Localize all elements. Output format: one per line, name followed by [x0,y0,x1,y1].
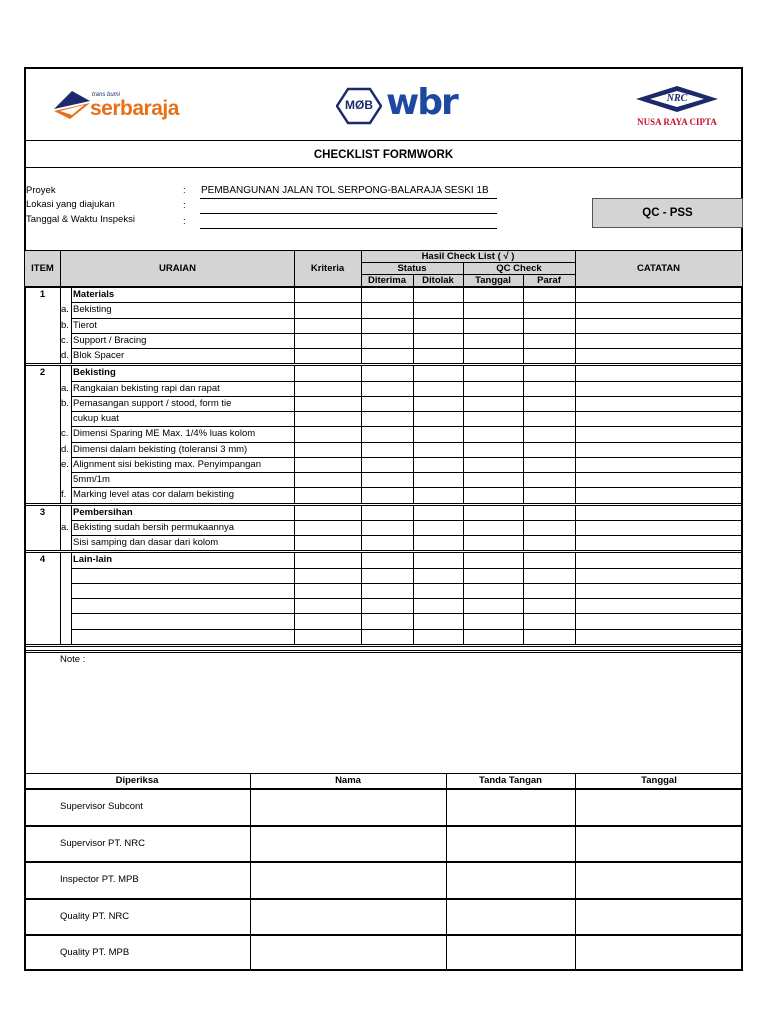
check-cell[interactable] [362,473,413,487]
check-cell[interactable] [414,458,463,472]
nrc-name: NUSA RAYA CIPTA [637,117,717,127]
check-cell[interactable] [295,630,361,644]
sign-role: Supervisor PT. NRC [60,837,145,849]
check-cell[interactable] [576,412,742,426]
lokasi-field[interactable] [200,213,497,214]
check-cell[interactable] [414,521,463,535]
sign-cell[interactable] [576,862,742,897]
sign-role: Supervisor Subcont [60,801,143,812]
check-cell[interactable] [464,366,523,380]
check-cell[interactable] [464,349,523,363]
check-cell[interactable] [576,288,742,302]
check-cell[interactable] [414,319,463,333]
check-cell[interactable] [362,443,413,457]
check-cell[interactable] [524,614,575,628]
qc-pss-label: QC - PSS [642,207,693,219]
check-cell[interactable] [414,553,463,567]
row-text: Dimensi Sparing ME Max. 1/4% luas kolom [73,428,256,440]
check-cell[interactable] [464,334,523,348]
check-cell[interactable] [362,319,413,333]
check-cell[interactable] [414,599,463,613]
row-text: Pemasangan support / stood, form tie [73,397,232,409]
check-cell[interactable] [362,412,413,426]
check-cell[interactable] [295,443,361,457]
check-cell[interactable] [295,334,361,348]
check-cell[interactable] [524,553,575,567]
mpb-logo [336,87,382,125]
check-cell[interactable] [524,569,575,583]
row-text: Rangkaian bekisting rapi dan rapat [73,382,220,394]
check-cell[interactable] [576,397,742,411]
check-cell[interactable] [524,349,575,363]
check-cell[interactable] [362,288,413,302]
check-cell[interactable] [362,488,413,502]
check-cell[interactable] [576,630,742,644]
check-cell[interactable] [362,630,413,644]
check-cell[interactable] [524,443,575,457]
check-cell[interactable] [362,569,413,583]
header-divider [24,140,743,141]
check-cell[interactable] [362,458,413,472]
sign-cell[interactable] [576,899,742,934]
section-number: 2 [39,367,46,379]
check-cell[interactable] [362,382,413,396]
lokasi-colon: : [183,200,186,211]
header-diterima: Diterima [367,275,406,286]
check-cell[interactable] [576,488,742,502]
section-number: 3 [39,506,46,518]
row-text: Bekisting sudah bersih permukaannya [73,521,235,533]
check-cell[interactable] [464,536,523,550]
check-cell[interactable] [464,458,523,472]
check-cell[interactable] [524,303,575,317]
row-text: Tierot [73,319,97,331]
check-cell[interactable] [524,521,575,535]
check-cell[interactable] [524,412,575,426]
header-catatan: CATATAN [636,263,681,274]
check-cell[interactable] [464,288,523,302]
check-cell[interactable] [414,506,463,520]
check-cell[interactable] [414,412,463,426]
row-text: Alignment sisi bekisting max. Penyimpangan [73,458,261,470]
nrc-logo [620,85,730,130]
check-cell[interactable] [464,488,523,502]
check-cell[interactable] [414,536,463,550]
check-cell[interactable] [295,553,361,567]
check-cell[interactable] [362,599,413,613]
check-cell[interactable] [295,382,361,396]
sign-cell[interactable] [447,862,574,897]
check-cell[interactable] [414,288,463,302]
header-kriteria: Kriteria [310,263,345,274]
note-label: Note : [60,654,86,665]
check-cell[interactable] [295,349,361,363]
check-cell[interactable] [524,473,575,487]
check-cell[interactable] [362,334,413,348]
row-text: Marking level atas cor dalam bekisting [73,489,235,501]
check-cell[interactable] [414,443,463,457]
check-cell[interactable] [295,584,361,598]
check-cell[interactable] [464,427,523,441]
check-cell[interactable] [524,630,575,644]
check-cell[interactable] [576,569,742,583]
check-cell[interactable] [362,427,413,441]
sign-header: Nama [335,775,361,786]
sign-cell[interactable] [447,789,574,824]
check-cell[interactable] [524,599,575,613]
check-cell[interactable] [576,319,742,333]
lokasi-label: Lokasi yang diajukan [26,199,115,210]
tanggal-colon: : [183,216,186,227]
check-cell[interactable] [414,488,463,502]
section-number: 4 [39,554,46,566]
title-divider [24,167,743,168]
row-letter: a. [61,304,69,316]
header-qc-check: QC Check [496,263,542,274]
check-cell[interactable] [295,397,361,411]
header-status: Status [397,263,427,274]
check-cell[interactable] [362,521,413,535]
check-cell[interactable] [295,458,361,472]
row-letter: d. [61,350,69,361]
check-cell[interactable] [414,382,463,396]
check-cell[interactable] [524,288,575,302]
check-cell[interactable] [576,614,742,628]
proyek-label: Proyek [26,185,56,196]
check-cell[interactable] [576,521,742,535]
sign-cell[interactable] [447,935,574,970]
row-text: Dimensi dalam bekisting (toleransi 3 mm) [73,443,248,455]
note-area[interactable] [26,666,741,771]
check-cell[interactable] [576,458,742,472]
sign-header: Diperiksa [115,775,159,786]
check-cell[interactable] [464,630,523,644]
check-cell[interactable] [362,584,413,598]
sign-cell[interactable] [447,899,574,934]
check-cell[interactable] [524,427,575,441]
check-cell[interactable] [295,614,361,628]
check-cell[interactable] [362,536,413,550]
row-text: Bekisting [73,304,112,316]
check-cell[interactable] [295,319,361,333]
check-cell[interactable] [524,366,575,380]
row-letter: f. [61,489,67,501]
check-cell[interactable] [295,412,361,426]
sign-role: Inspector PT. MPB [60,874,139,885]
check-cell[interactable] [295,488,361,502]
mpb-text: MØB [345,98,373,112]
check-cell[interactable] [414,303,463,317]
check-cell[interactable] [524,382,575,396]
check-cell[interactable] [414,427,463,441]
check-cell[interactable] [576,382,742,396]
proyek-value: PEMBANGUNAN JALAN TOL SERPONG-BALARAJA SESKI 1B [201,185,489,196]
header-tanggal: Tanggal [475,275,511,286]
check-cell[interactable] [295,599,361,613]
row-text: cukup kuat [73,413,119,424]
check-cell[interactable] [524,536,575,550]
sign-role: Quality PT. MPB [60,947,130,958]
header-uraian: URAIAN [159,263,196,274]
check-cell[interactable] [464,506,523,520]
section-title: Pembersihan [73,506,133,518]
row-letter: c. [61,334,69,346]
row-letter: a. [61,382,69,394]
row-letter: b. [61,319,69,331]
sign-cell[interactable] [251,935,445,970]
section-title: Materials [73,289,115,300]
sign-role: Quality PT. NRC [60,910,130,922]
sign-cell[interactable] [251,789,445,824]
sign-cell[interactable] [251,826,445,861]
tanggal-label: Tanggal & Waktu Inspeksi [26,214,135,225]
check-cell[interactable] [464,614,523,628]
check-cell[interactable] [576,599,742,613]
row-letter: b. [61,397,69,409]
serbaraja-small-text: trans bumi [92,92,121,98]
check-cell[interactable] [464,553,523,567]
check-cell[interactable] [414,397,463,411]
check-cell[interactable] [576,334,742,348]
section-number: 1 [39,289,46,300]
check-cell[interactable] [414,349,463,363]
tanggal-field[interactable] [200,228,497,229]
header-hasil: Hasil Check List ( √ ) [421,251,515,262]
header-paraf: Paraf [537,275,561,286]
row-letter: d. [61,443,69,455]
nrc-text: NRC [666,93,688,104]
row-text: 5mm/1m [73,474,110,485]
qc-pss-box [592,198,743,228]
check-cell[interactable] [524,334,575,348]
section-title: Bekisting [73,367,116,379]
sign-header: Tanggal [641,775,677,786]
check-cell[interactable] [414,366,463,380]
check-cell[interactable] [362,349,413,363]
check-cell[interactable] [576,536,742,550]
serbaraja-logo [50,85,190,125]
check-cell[interactable] [464,473,523,487]
check-cell[interactable] [524,506,575,520]
check-cell[interactable] [295,303,361,317]
row-text: Sisi samping dan dasar dari kolom [73,537,219,548]
check-cell[interactable] [576,506,742,520]
sign-cell[interactable] [447,826,574,861]
check-cell[interactable] [576,443,742,457]
check-cell[interactable] [414,614,463,628]
check-cell[interactable] [362,614,413,628]
check-cell[interactable] [524,458,575,472]
check-cell[interactable] [295,427,361,441]
check-cell[interactable] [362,397,413,411]
check-cell[interactable] [414,334,463,348]
check-cell[interactable] [362,366,413,380]
row-letter: a. [61,521,69,533]
sign-cell[interactable] [251,899,445,934]
sign-cell[interactable] [576,935,742,970]
check-cell[interactable] [464,521,523,535]
sign-header: Tanda Tangan [479,775,542,786]
proyek-colon: : [183,185,186,196]
check-cell[interactable] [362,553,413,567]
check-cell[interactable] [414,630,463,644]
section-title: Lain-lain [73,554,113,566]
check-cell[interactable] [524,584,575,598]
check-cell[interactable] [295,288,361,302]
check-cell[interactable] [414,569,463,583]
wbr-text: wbr [386,82,457,123]
check-cell[interactable] [464,584,523,598]
check-cell[interactable] [576,473,742,487]
check-cell[interactable] [362,303,413,317]
check-cell[interactable] [295,366,361,380]
check-cell[interactable] [524,397,575,411]
row-text: Support / Bracing [73,334,147,346]
check-cell[interactable] [464,599,523,613]
check-cell[interactable] [464,443,523,457]
check-cell[interactable] [464,319,523,333]
check-cell[interactable] [464,397,523,411]
check-cell[interactable] [576,553,742,567]
header-item: ITEM [31,263,54,274]
check-cell[interactable] [295,521,361,535]
check-cell[interactable] [464,382,523,396]
check-cell[interactable] [464,569,523,583]
header-ditolak: Ditolak [422,275,454,286]
check-cell[interactable] [414,584,463,598]
check-cell[interactable] [524,319,575,333]
check-cell[interactable] [295,506,361,520]
sign-cell[interactable] [576,789,742,824]
proyek-underline [200,198,497,199]
check-cell[interactable] [576,303,742,317]
check-cell[interactable] [576,427,742,441]
row-letter: e. [61,458,69,470]
check-cell[interactable] [295,569,361,583]
check-cell[interactable] [362,506,413,520]
check-cell[interactable] [576,349,742,363]
row-letter: c. [61,428,69,440]
row-text: Blok Spacer [73,350,125,361]
serbaraja-wordmark: serbaraja [90,97,179,120]
check-cell[interactable] [524,488,575,502]
check-cell[interactable] [464,412,523,426]
check-cell[interactable] [464,303,523,317]
check-cell[interactable] [295,536,361,550]
check-cell[interactable] [576,584,742,598]
check-cell[interactable] [576,366,742,380]
check-cell[interactable] [414,473,463,487]
check-cell[interactable] [295,473,361,487]
sign-cell[interactable] [251,862,445,897]
sign-cell[interactable] [576,826,742,861]
form-title: CHECKLIST FORMWORK [313,149,454,161]
